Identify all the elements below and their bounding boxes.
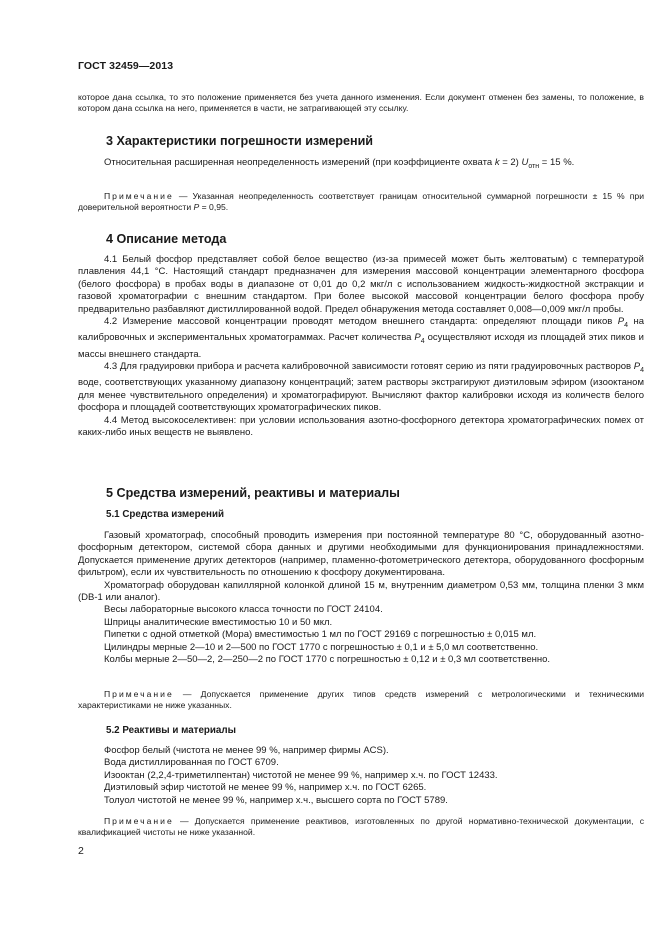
section-5-2-body — [78, 745, 644, 807]
section-3-body — [78, 157, 644, 173]
reagent-item: Диэтиловый эфир чистотой не менее 99 %, например х.ч. по ГОСТ 6265. — [104, 782, 427, 794]
section-5-2-note: Примечание — Допускается применение реактивов, изготовленных по другой нормативно-технической документации, с квалификацией чистоты не ниже указанной. — [78, 816, 644, 838]
paragraph-4-3: 4.3 Для градуировки прибора и расчета калибровочной зависимости готовят серию из пяти градуировочных растворов $P_4$ воде, соответствующих указанному диапазону концентраций; затем растворы экстрагируют диэтиловым эфиром (изооктаном для менее чувствительного определения) и хроматографируют. Вычисляют фактор калибровки исходя из количеств белого фосфора и площадей соответствующих хроматографических пиков. — [78, 361, 644, 414]
note-label: Примечание — [104, 191, 174, 201]
uncertainty-paragraph: Относительная расширенная неопределенность измерений (при коэффициенте охвата k = 2) $U_{отн} = 15$ %. — [104, 157, 575, 170]
paragraph-4-4: 4.4 Метод высокоселективен: при условии использования азотно-фосфорного детектора хроматографических помех от каких-либо иных веществ не выявлено. — [78, 414, 644, 438]
paragraph-4-2: 4.2 Измерение массовой концентрации проводят методом внешнего стандарта: определяют площади пиков $P_4$ на калибровочных и экспериментальных хроматограммах. Расчет количества $P_4$ осуществляют исходя из площадей этих пиков и массы внешнего стандарта. — [78, 316, 644, 360]
intro-paragraph: которое дана ссылка, то это положение применяется без учета данного изменения. Если документ отменен без замены, то положение, в котором дана ссылка на него, применяется в части, не затрагивающей эту ссылку. — [78, 92, 644, 114]
note-label: Примечание — [104, 689, 174, 699]
reagent-item: Изооктан (2,2,4-триметилпентан) чистотой не менее 99 %, например х.ч. по ГОСТ 12433. — [104, 769, 498, 781]
section-5-title: 5 Средства измерений, реактивы и материалы — [106, 486, 400, 500]
section-3-title: 3 Характеристики погрешности измерений — [106, 134, 374, 148]
paragraph-4-1: 4.1 Белый фосфор представляет собой белое вещество (из-за примесей может быть желтоватым) с температурой плавления 44,1 °С. Настоящий стандарт предназначен для измерения массовой концентрации элементарного фосфора (белого фосфора) в пробах воды в диапазоне от 0,01 до 0,2 мкг/л с использованием жидкость-жидкостной экстракции и газовой хроматографии с внешним стандартом. При более высокой массовой концентрации белого фосфора пробу предварительно разбавляют дистиллированной водой. Предел обнаружения метода составляет 0,008—0,009 мкг/л пробы. — [78, 254, 644, 315]
document-header: ГОСТ 32459—2013 — [78, 60, 174, 72]
section-4-title: 4 Описание метода — [106, 232, 227, 246]
chromatograph-paragraph: Газовый хроматограф, способный проводить измерения при постоянной температуре 80 °С, оборудованный азотно-фосфорным детектором, системой сбора данных и другими необходимыми для функционирования принадлежностями. Допускается применение других детекторов (например, пламенно-фотометрического детектора, оборудованного фосфорным фильтром), если их чувствительность по отношению к фосфору документирована. — [78, 530, 644, 579]
equipment-item: Шприцы аналитические вместимостью 10 и 50 мкл. — [104, 616, 333, 628]
subsection-5-1-title: 5.1 Средства измерений — [106, 509, 224, 520]
equipment-item: Цилиндры мерные 2—10 и 2—500 по ГОСТ 1770 с погрешностью ± 0,1 и ± 5,0 мл соответственно. — [104, 641, 539, 653]
column-paragraph: Хроматограф оборудован капиллярной колонкой длиной 15 м, внутренним диаметром 0,53 мм, толщина пленки 3 мкм (DB-1 или аналог). — [78, 579, 644, 604]
section-5-1-note: Примечание — Допускается применение других типов средств измерений с метрологическими и техническими характеристиками не ниже указанных. — [78, 689, 644, 711]
reagent-item: Вода дистиллированная по ГОСТ 6709. — [104, 757, 279, 769]
subsection-5-2-title: 5.2 Реактивы и материалы — [106, 725, 236, 736]
section-3-note: Примечание — Указанная неопределенность соответствует границам относительной суммарной погрешности ± 15 % при доверительной вероятности P = 0,95. — [78, 191, 644, 213]
note-label: Примечание — [104, 816, 174, 826]
equipment-item: Весы лабораторные высокого класса точности по ГОСТ 24104. — [104, 604, 383, 616]
equipment-item: Колбы мерные 2—50—2, 2—250—2 по ГОСТ 1770 с погрешностью ± 0,12 и ± 0,3 мл соответственно. — [104, 654, 551, 666]
reagent-item: Толуол чистотой не менее 99 %, например х.ч., высшего сорта по ГОСТ 5789. — [104, 794, 448, 806]
reagent-item: Фосфор белый (чистота не менее 99 %, например фирмы ACS). — [104, 745, 389, 756]
section-5-1-body — [78, 530, 644, 666]
page-number: 2 — [78, 845, 84, 857]
equipment-item: Пипетки с одной отметкой (Мора) вместимостью 1 мл по ГОСТ 29169 с погрешностью ± 0,015 мл. — [104, 629, 537, 641]
section-4-body — [78, 254, 644, 439]
